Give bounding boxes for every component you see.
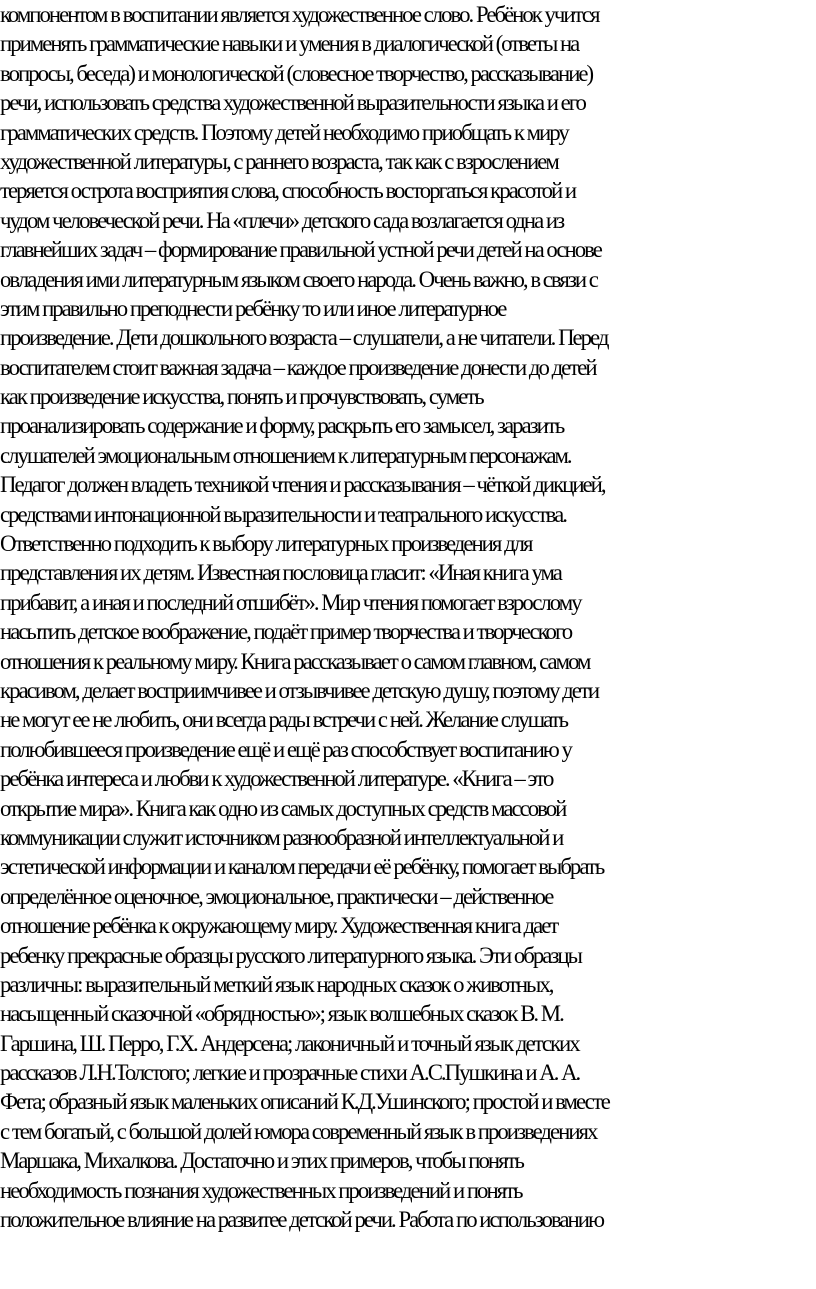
text-line: не могут ее не любить, они всегда рады встречи с ней. Желание слушать (0, 707, 568, 733)
text-line: главнейших задач – формирование правильной устной речи детей на основе (0, 237, 601, 263)
text-line: применять грамматические навыки и умения в диалогической (ответы на (0, 31, 579, 57)
text-line: слушателей эмоциональным отношением к литературным персонажам. (0, 442, 571, 468)
text-line: необходимость познания художественных произведений и понять (0, 1177, 522, 1203)
text-line: теряется острота восприятия слова, способность восторгаться красотой и (0, 178, 576, 204)
text-line: Фета; образный язык маленьких описаний К.Д.Ушинского; простой и вместе (0, 1089, 609, 1115)
text-line: насыщенный сказочной «обрядностью»; язык волшебных сказок В. М. (0, 1001, 563, 1027)
text-line: ребенку прекрасные образцы русского литературного языка. Эти образцы (0, 942, 581, 968)
text-line: определённое оценочное, эмоциональное, практически – действенное (0, 883, 553, 909)
text-line: Гаршина, Ш. Перро, Г.Х. Андерсена; лаконичный и точный язык детских (0, 1030, 579, 1056)
text-line: Педагог должен владеть техникой чтения и рассказывания – чёткой дикцией, (0, 472, 605, 498)
text-line: овладения ими литературным языком своего народа. Очень важно, в связи с (0, 266, 597, 292)
text-line: насытить детское воображение, подаёт пример творчества и творческого (0, 619, 572, 645)
text-line: чудом человеческой речи. На «плечи» детского сада возлагается одна из (0, 207, 564, 233)
text-line: грамматических средств. Поэтому детей необходимо приобщать к миру (0, 119, 568, 145)
text-line: красивом, делает восприимчивее и отзывчивее детскую душу, поэтому дети (0, 677, 599, 703)
text-line: рассказов Л.Н.Толстого; легкие и прозрачные стихи А.С.Пушкина и А. А. (0, 1060, 580, 1086)
text-line: коммуникации служит источником разнообразной интеллектуальной и (0, 824, 563, 850)
text-line: прибавит, а иная и последний отшибёт». Мир чтения помогает взрослому (0, 589, 581, 615)
text-line: различны: выразительный меткий язык народных сказок о животных, (0, 971, 553, 997)
text-line: компонентом в воспитании является художественное слово. Ребёнок учится (0, 2, 599, 27)
text-line: вопросы, беседа) и монологической (словесное творчество, рассказывание) (0, 60, 593, 86)
text-line: отношение ребёнка к окружающему миру. Художественная книга дает (0, 913, 558, 939)
text-line: ребёнка интереса и любви к художественной литературе. «Книга – это (0, 766, 553, 792)
text-line: Ответственно подходить к выбору литературных произведения для (0, 531, 532, 557)
text-line: речи, использовать средства художественной выразительности языка и его (0, 90, 585, 116)
text-line: полюбившееся произведение ещё и ещё раз способствует воспитанию у (0, 736, 571, 762)
text-line: положительное влияние на развитее детской речи. Работа по использованию (0, 1207, 603, 1233)
text-line: эстетической информации и каналом передачи её ребёнку, помогает выбрать (0, 854, 604, 880)
text-line: как произведение искусства, понять и прочувствовать, суметь (0, 384, 483, 410)
text-line: художественной литературы, с раннего возраста, так как с взрослением (0, 148, 558, 174)
text-line: произведение. Дети дошкольного возраста – слушатели, а не читатели. Перед (0, 325, 608, 351)
text-line: Маршака, Михалкова. Достаточно и этих примеров, чтобы понять (0, 1148, 523, 1174)
text-line: воспитателем стоит важная задача – каждое произведение донести до детей (0, 354, 596, 380)
text-line: открытие мира». Книга как одно из самых доступных средств массовой (0, 795, 566, 821)
text-line: средствами интонационной выразительности и театрального искусства. (0, 501, 566, 527)
text-line: отношения к реальному миру. Книга рассказывает о самом главном, самом (0, 648, 590, 674)
text-line: этим правильно преподнести ребёнку то или иное литературное (0, 295, 506, 321)
text-line: представления их детям. Известная пословица гласит: «Иная книга ума (0, 560, 561, 586)
text-line: проанализировать содержание и форму, раскрыть его замысел, заразить (0, 413, 564, 439)
text-line: с тем богатый, с большой долей юмора современный язык в произведениях (0, 1118, 597, 1144)
